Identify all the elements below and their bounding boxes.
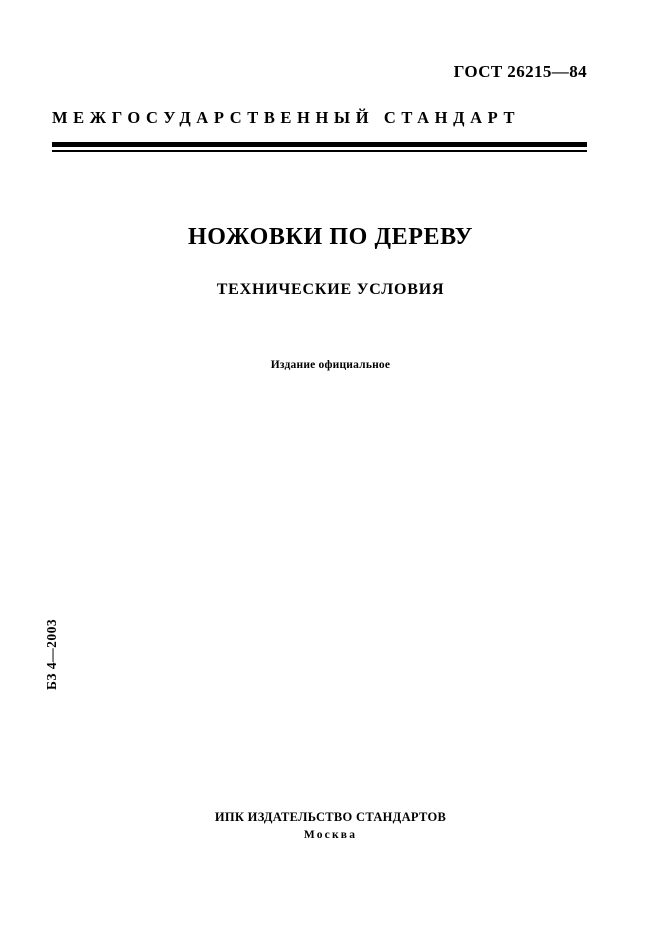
- publisher-name: ИПК ИЗДАТЕЛЬСТВО СТАНДАРТОВ: [214, 810, 447, 824]
- page-title: НОЖОВКИ ПО ДЕРЕВУ: [187, 224, 474, 250]
- standard-number: ГОСТ 26215—84: [453, 62, 587, 81]
- edition-note: Издание официальное: [270, 359, 391, 371]
- publisher-city: Москва: [303, 829, 358, 841]
- interstate-standard-header: МЕЖГОСУДАРСТВЕННЫЙ СТАНДАРТ: [52, 108, 521, 127]
- header-rule-thin: [52, 150, 587, 152]
- page-subtitle: ТЕХНИЧЕСКИЕ УСЛОВИЯ: [216, 281, 445, 298]
- side-code-label: БЗ 4—2003: [44, 618, 59, 690]
- header-rule-thick: [52, 142, 587, 147]
